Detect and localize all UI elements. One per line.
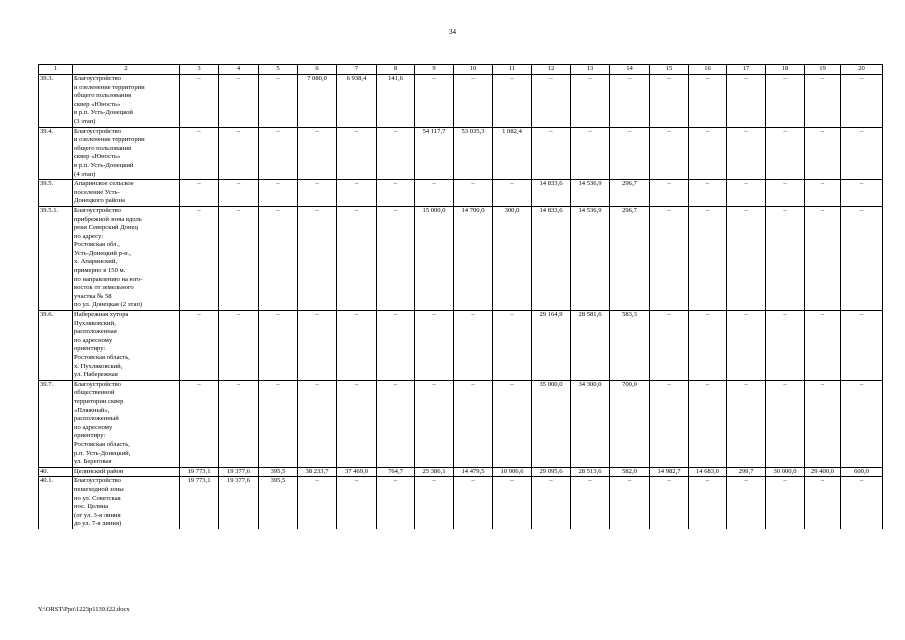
value-cell: –	[377, 127, 415, 180]
value-cell: –	[689, 311, 727, 381]
column-header: 3	[180, 65, 219, 75]
row-name-line: Благоустройство	[74, 206, 121, 214]
value-cell: –	[766, 380, 805, 467]
value-cell: 38 233,7	[298, 467, 337, 477]
value-cell: –	[415, 180, 454, 207]
row-name-line: х. Пухляковский,	[74, 362, 123, 370]
row-name-line: примерно в 150 м.	[74, 267, 126, 275]
value-cell: –	[219, 127, 259, 180]
row-name-line: и озеленение территории	[74, 83, 145, 91]
table-row	[39, 75, 883, 128]
value-cell: 14 982,7	[650, 467, 689, 477]
value-cell: –	[337, 180, 377, 207]
column-header: 19	[805, 65, 841, 75]
value-cell: –	[298, 206, 337, 310]
value-cell: –	[727, 380, 766, 467]
column-header: 20	[841, 65, 883, 75]
row-name-line: участка № 58	[74, 292, 112, 300]
value-cell: –	[805, 311, 841, 381]
row-name-line: «Пляжный»,	[74, 406, 110, 414]
value-cell: –	[259, 311, 298, 381]
row-name-line: до ул. 7-я линия)	[74, 520, 122, 528]
row-name-line: общего пользования	[74, 144, 132, 152]
value-cell: 600,0	[841, 467, 883, 477]
value-cell: –	[571, 477, 610, 529]
value-cell: –	[298, 127, 337, 180]
row-name-line: ориентиру:	[74, 432, 106, 440]
value-cell: –	[219, 311, 259, 381]
value-cell: –	[805, 206, 841, 310]
value-cell: –	[532, 75, 571, 128]
row-name-line: (4 этап)	[74, 170, 96, 178]
row-name-line: Ростовская область,	[74, 354, 130, 361]
row-name-line: Целинский район	[74, 467, 124, 475]
row-name-line: в р.п. Усть-Донецкой	[74, 109, 133, 117]
row-name-line: Благоустройство	[74, 75, 121, 82]
row-name-line: Пухляковский,	[74, 319, 116, 327]
value-cell: –	[337, 477, 377, 529]
value-cell: –	[454, 311, 493, 381]
row-name	[73, 75, 180, 128]
value-cell: –	[493, 380, 532, 467]
value-cell: –	[493, 477, 532, 529]
value-cell: –	[298, 311, 337, 381]
row-name-line: реки Северский Донец	[74, 224, 138, 232]
value-cell: 28 581,6	[571, 311, 610, 381]
value-cell: 395,5	[259, 467, 298, 477]
value-cell: 29 400,0	[805, 467, 841, 477]
value-cell: –	[571, 127, 610, 180]
column-header: 8	[377, 65, 415, 75]
row-name-line: пос. Целина	[74, 503, 109, 511]
value-cell: 14 683,0	[689, 467, 727, 477]
value-cell: –	[650, 75, 689, 128]
value-cell: –	[377, 311, 415, 381]
value-cell: –	[766, 75, 805, 128]
value-cell: –	[337, 311, 377, 381]
value-cell: –	[259, 75, 298, 128]
value-cell: 6 938,4	[337, 75, 377, 128]
value-cell: –	[377, 180, 415, 207]
value-cell: 14 536,9	[571, 206, 610, 310]
value-cell: 395,5	[259, 477, 298, 529]
table-row	[39, 311, 883, 381]
value-cell: –	[337, 206, 377, 310]
value-cell: –	[415, 75, 454, 128]
row-name-line: (от ул. 3-я линия	[74, 511, 121, 519]
column-header: 15	[650, 65, 689, 75]
value-cell: –	[180, 311, 219, 381]
value-cell: –	[841, 380, 883, 467]
value-cell: –	[766, 180, 805, 207]
column-header: 16	[689, 65, 727, 75]
column-header: 9	[415, 65, 454, 75]
file-path-footer: Y:\ORST\Ppo\1223p1139.f22.docx	[38, 606, 130, 613]
value-cell: –	[727, 206, 766, 310]
value-cell: –	[415, 477, 454, 529]
value-cell: 34 300,0	[571, 380, 610, 467]
value-cell: –	[805, 75, 841, 128]
value-cell: 14 536,9	[571, 180, 610, 207]
row-name	[73, 467, 180, 477]
row-name-line: Благоустройство	[74, 127, 121, 135]
column-header: 11	[493, 65, 532, 75]
value-cell: 14 479,5	[454, 467, 493, 477]
row-name-line: х. Апаринский,	[74, 258, 118, 266]
value-cell: –	[727, 477, 766, 529]
value-cell: –	[841, 75, 883, 128]
column-header: 12	[532, 65, 571, 75]
value-cell: –	[259, 180, 298, 207]
value-cell: 35 000,0	[532, 380, 571, 467]
value-cell: –	[727, 180, 766, 207]
value-cell: –	[766, 311, 805, 381]
value-cell: –	[454, 477, 493, 529]
row-number: 39.7.	[39, 380, 73, 467]
table-row	[39, 180, 883, 207]
row-name-line: и озеленение территории	[74, 136, 145, 144]
row-name-line: общественной	[74, 389, 115, 397]
table-row	[39, 127, 883, 180]
row-name	[73, 477, 180, 529]
value-cell: 19 773,1	[180, 467, 219, 477]
row-name-line: Апаринское сельское	[74, 180, 134, 188]
column-header: 14	[610, 65, 650, 75]
row-name	[73, 127, 180, 180]
value-cell: –	[180, 180, 219, 207]
value-cell: –	[219, 75, 259, 128]
value-cell: 141,6	[377, 75, 415, 128]
value-cell: –	[337, 380, 377, 467]
row-name-line: сквер «Юность»	[74, 153, 121, 161]
value-cell: –	[454, 180, 493, 207]
value-cell: 14 700,0	[454, 206, 493, 310]
row-name-line: расположенный	[74, 415, 119, 423]
value-cell: –	[298, 380, 337, 467]
row-name-line: общего пользования	[74, 92, 132, 100]
value-cell: 583,3	[610, 311, 650, 381]
row-number: 39.5.	[39, 180, 73, 207]
value-cell: 1 082,4	[493, 127, 532, 180]
value-cell: –	[650, 180, 689, 207]
value-cell: –	[454, 75, 493, 128]
row-name-line: прибрежной зоны вдоль	[74, 215, 142, 223]
value-cell: –	[377, 477, 415, 529]
column-header: 1	[39, 65, 73, 75]
value-cell: –	[650, 380, 689, 467]
value-cell: –	[454, 380, 493, 467]
value-cell: –	[805, 180, 841, 207]
row-name	[73, 180, 180, 207]
value-cell: 15 000,0	[415, 206, 454, 310]
value-cell: 14 833,6	[532, 206, 571, 310]
value-cell: –	[650, 477, 689, 529]
header-row	[39, 65, 883, 75]
value-cell: –	[841, 127, 883, 180]
row-name-line: Благоустройство	[74, 380, 121, 388]
column-header: 2	[73, 65, 180, 75]
value-cell: –	[841, 477, 883, 529]
table-row	[39, 380, 883, 467]
row-name	[73, 206, 180, 310]
row-name-line: ул. Набережная	[74, 371, 118, 379]
column-header: 6	[298, 65, 337, 75]
row-name-line: Донецкого района	[74, 197, 125, 205]
value-cell: 25 386,1	[415, 467, 454, 477]
value-cell: 7 080,0	[298, 75, 337, 128]
value-cell: 28 513,6	[571, 467, 610, 477]
value-cell: –	[377, 380, 415, 467]
value-cell: –	[259, 380, 298, 467]
value-cell: –	[727, 311, 766, 381]
value-cell: –	[532, 127, 571, 180]
value-cell: –	[841, 311, 883, 381]
row-name-line: ул. Береговая	[74, 458, 112, 466]
value-cell: –	[180, 206, 219, 310]
value-cell: –	[805, 127, 841, 180]
value-cell: –	[377, 206, 415, 310]
value-cell: –	[766, 477, 805, 529]
value-cell: –	[180, 75, 219, 128]
row-name-line: сквер «Юность»	[74, 100, 121, 108]
row-name-line: р.п. Усть-Донецкий,	[74, 449, 131, 457]
value-cell: –	[493, 311, 532, 381]
value-cell: –	[259, 127, 298, 180]
value-cell: –	[650, 127, 689, 180]
value-cell: –	[180, 380, 219, 467]
table-row	[39, 206, 883, 310]
row-name-line: по адресу:	[74, 232, 104, 240]
column-header: 18	[766, 65, 805, 75]
value-cell: 296,7	[610, 180, 650, 207]
row-name-line: пешеходной зоны	[74, 485, 124, 493]
value-cell: –	[415, 380, 454, 467]
value-cell: –	[766, 206, 805, 310]
row-name-line: по ул. Советская	[74, 494, 121, 502]
table-row	[39, 467, 883, 477]
row-number: 39.4.	[39, 127, 73, 180]
value-cell: –	[337, 127, 377, 180]
value-cell: –	[610, 477, 650, 529]
value-cell: 54 117,7	[415, 127, 454, 180]
row-name-line: ориентиру:	[74, 345, 106, 353]
value-cell: 10 906,6	[493, 467, 532, 477]
value-cell: –	[259, 206, 298, 310]
value-cell: 29 164,9	[532, 311, 571, 381]
value-cell: 582,0	[610, 467, 650, 477]
value-cell: –	[219, 380, 259, 467]
value-cell: –	[298, 180, 337, 207]
row-name-line: по направлению на юго-	[74, 275, 143, 283]
row-name-line: в р.п. Усть-Донецкий	[74, 161, 134, 169]
value-cell: –	[727, 127, 766, 180]
value-cell: –	[689, 477, 727, 529]
page-number: 34	[449, 28, 456, 36]
value-cell: –	[610, 127, 650, 180]
value-cell: 296,7	[610, 206, 650, 310]
column-header: 10	[454, 65, 493, 75]
row-name-line: восток от земельного	[74, 284, 134, 292]
value-cell: –	[650, 311, 689, 381]
value-cell: –	[180, 127, 219, 180]
row-name-line: поселение Усть-	[74, 188, 120, 196]
value-cell: 700,0	[610, 380, 650, 467]
row-number: 39.5.1.	[39, 206, 73, 310]
value-cell: 19 377,6	[219, 477, 259, 529]
value-cell: –	[493, 75, 532, 128]
row-name-line: (3 этап)	[74, 117, 96, 125]
row-number: 39.6.	[39, 311, 73, 381]
column-header: 7	[337, 65, 377, 75]
row-name-line: по ул. Донецкая (2 этап)	[74, 301, 143, 309]
value-cell: 19 773,1	[180, 477, 219, 529]
value-cell: 14 833,6	[532, 180, 571, 207]
value-cell: –	[689, 380, 727, 467]
value-cell: 30 000,0	[766, 467, 805, 477]
row-name-line: по адресному	[74, 423, 113, 431]
value-cell: –	[766, 127, 805, 180]
row-name-line: расположенная	[74, 328, 117, 336]
row-name-line: Усть-Донецкий р-н.,	[74, 249, 131, 257]
column-header: 17	[727, 65, 766, 75]
value-cell: –	[689, 127, 727, 180]
value-cell: –	[415, 311, 454, 381]
value-cell: 764,7	[377, 467, 415, 477]
column-header: 5	[259, 65, 298, 75]
column-header: 13	[571, 65, 610, 75]
value-cell: –	[532, 477, 571, 529]
value-cell: –	[689, 206, 727, 310]
row-name-line: Ростовская обл.,	[74, 241, 120, 249]
value-cell: –	[298, 477, 337, 529]
value-cell: –	[689, 180, 727, 207]
value-cell: 53 035,3	[454, 127, 493, 180]
value-cell: –	[805, 477, 841, 529]
value-cell: –	[650, 206, 689, 310]
value-cell: –	[219, 206, 259, 310]
value-cell: –	[727, 75, 766, 128]
column-header: 4	[219, 65, 259, 75]
row-name-line: Набережная хутора	[74, 311, 129, 319]
value-cell: –	[610, 75, 650, 128]
row-name-line: Благоустройство	[74, 477, 121, 485]
row-number: 39.3.	[39, 75, 73, 128]
row-name	[73, 311, 180, 381]
table-row	[39, 477, 883, 529]
value-cell: 37 469,0	[337, 467, 377, 477]
value-cell: –	[493, 180, 532, 207]
value-cell: –	[689, 75, 727, 128]
budget-table	[38, 64, 883, 529]
value-cell: –	[841, 206, 883, 310]
row-name	[73, 380, 180, 467]
row-number: 40.	[39, 467, 73, 477]
value-cell: 299,7	[727, 467, 766, 477]
row-number: 40.1.	[39, 477, 73, 529]
value-cell: –	[841, 180, 883, 207]
value-cell: –	[805, 380, 841, 467]
value-cell: 300,0	[493, 206, 532, 310]
row-name-line: по адресному	[74, 336, 113, 344]
row-name-line: территории сквер	[74, 397, 124, 405]
value-cell: 29 095,6	[532, 467, 571, 477]
value-cell: –	[571, 75, 610, 128]
value-cell: 19 377,6	[219, 467, 259, 477]
value-cell: –	[219, 180, 259, 207]
row-name-line: Ростовская область,	[74, 440, 130, 448]
